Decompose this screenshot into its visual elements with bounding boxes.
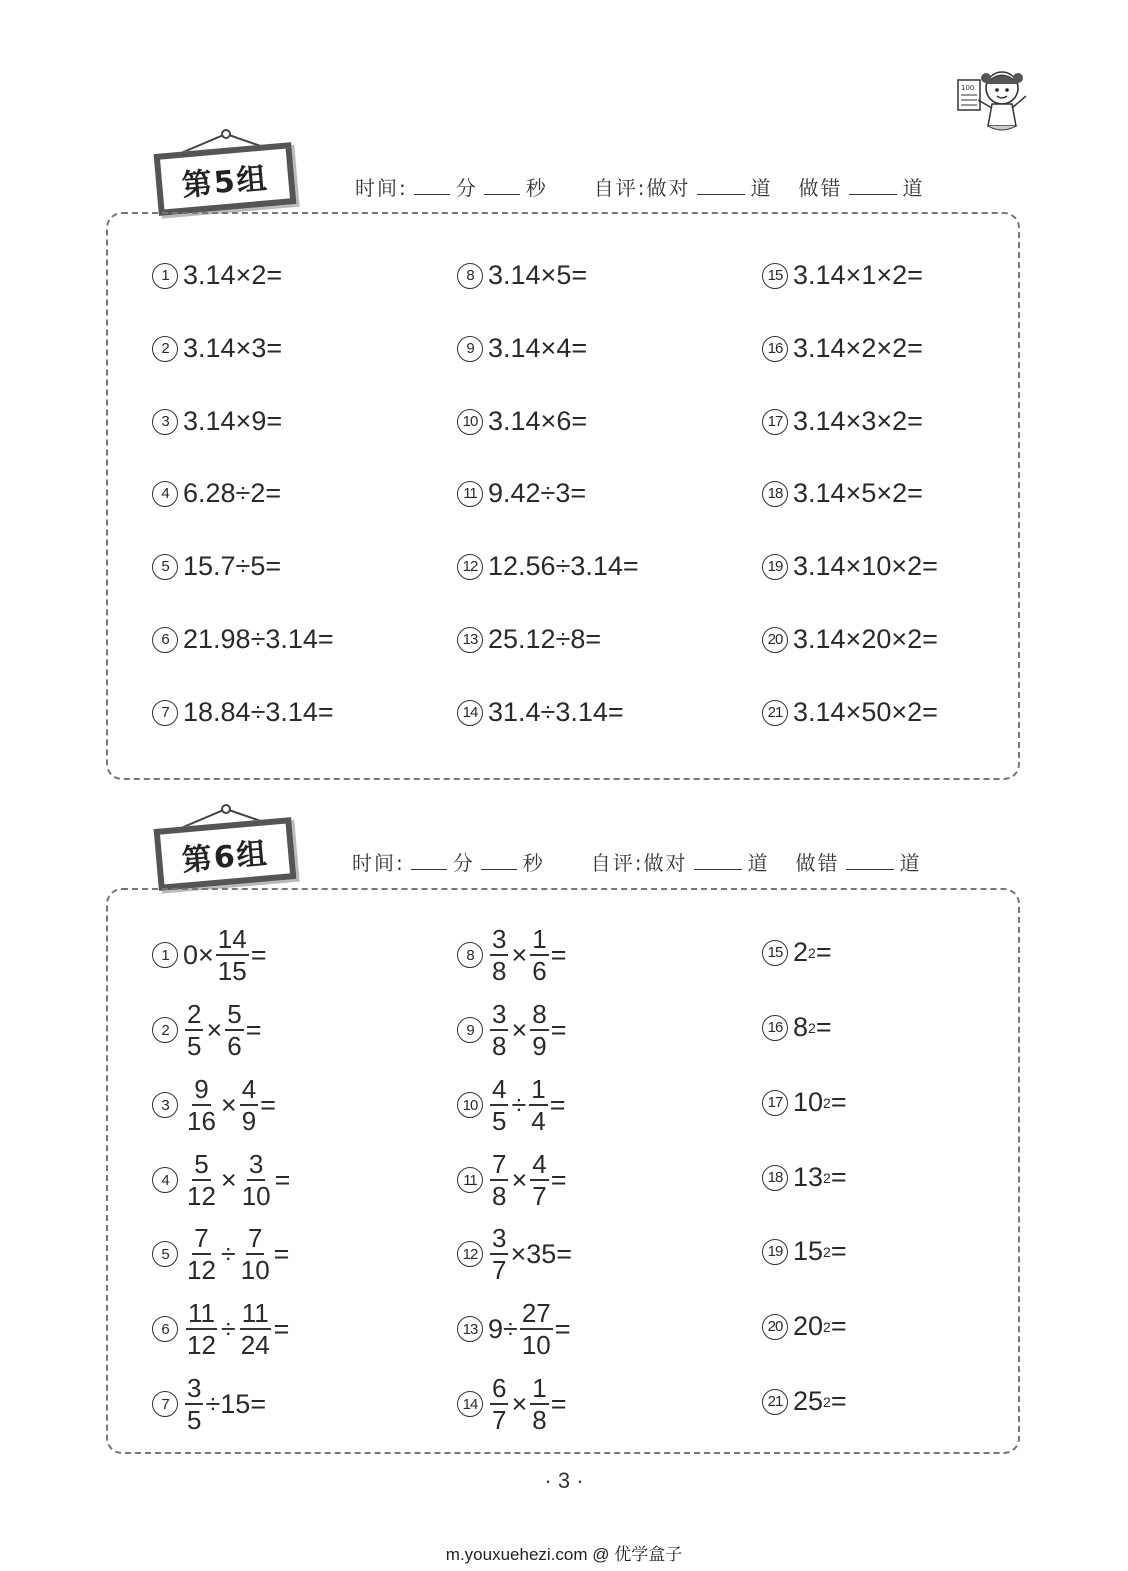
- fraction: $\frac{8}{9}$: [532, 999, 547, 1061]
- problem: 15 2 2 =: [762, 937, 832, 968]
- seconds-blank[interactable]: [481, 851, 517, 870]
- fraction: $\frac{6}{7}$: [492, 1373, 507, 1435]
- seconds-blank[interactable]: [484, 176, 520, 195]
- group5-meta: 时间: 分 秒 自评:做对 道 做错 道: [355, 176, 925, 200]
- problem: 15 3.14×1×2=: [762, 260, 923, 291]
- minutes-blank[interactable]: [411, 851, 447, 870]
- problem: 9 3.14×4=: [457, 333, 587, 364]
- problem: 11 9.42÷3=: [457, 478, 586, 509]
- problem: 3 3.14×9=: [152, 406, 282, 437]
- fraction: $\frac{1}{4}$: [531, 1074, 546, 1136]
- girl-mascot-icon: [952, 60, 1036, 136]
- problem: 16 3.14×2×2=: [762, 333, 923, 364]
- problem: 6 21.98÷3.14=: [152, 624, 334, 655]
- fraction: $\frac{4}{7}$: [532, 1149, 547, 1211]
- problem: 13 9÷ $\frac{27}{10}$ =: [457, 1298, 571, 1360]
- problem: 5 $\frac{7}{12}$ ÷ $\frac{7}{10}$ =: [152, 1223, 289, 1285]
- fraction: $\frac{3}{8}$: [492, 924, 507, 986]
- fraction: $\frac{1}{6}$: [532, 924, 547, 986]
- problem: 20 3.14×20×2=: [762, 624, 938, 655]
- svg-text:100: 100: [961, 84, 975, 92]
- problem: 12 12.56÷3.14=: [457, 551, 639, 582]
- fraction: $\frac{3}{8}$: [492, 999, 507, 1061]
- fraction: $\frac{11}{12}$: [187, 1298, 216, 1360]
- problem: 17 10 2 =: [762, 1087, 847, 1118]
- fraction: $\frac{3}{7}$: [492, 1223, 507, 1285]
- group6-title-sign: [144, 803, 306, 899]
- problem: 4 6.28÷2=: [152, 478, 281, 509]
- correct-count-blank[interactable]: [694, 851, 742, 870]
- fraction: $\frac{9}{16}$: [187, 1074, 216, 1136]
- problem: 19 3.14×10×2=: [762, 551, 938, 582]
- fraction: $\frac{14}{15}$: [217, 924, 247, 986]
- problem: 9 $\frac{3}{8}$ × $\frac{8}{9}$ =: [457, 999, 567, 1061]
- problem: 21 3.14×50×2=: [762, 697, 938, 728]
- problem: 1 0× $\frac{14}{15}$ =: [152, 924, 267, 986]
- group6-meta: 时间: 分 秒 自评:做对 道 做错 道: [352, 851, 922, 875]
- problem: 7 $\frac{3}{5}$ ÷15=: [152, 1373, 266, 1435]
- fraction: $\frac{11}{24}$: [240, 1298, 270, 1360]
- problem: 10 3.14×6=: [457, 406, 587, 437]
- group6-title: 第6组: [180, 836, 271, 879]
- fraction: $\frac{4}{9}$: [241, 1074, 257, 1136]
- fraction: $\frac{7}{10}$: [240, 1223, 270, 1285]
- fraction: $\frac{3}{10}$: [241, 1149, 271, 1211]
- problem: 6 $\frac{11}{12}$ ÷ $\frac{11}{24}$ =: [152, 1298, 289, 1360]
- problem: 20 20 2 =: [762, 1311, 847, 1342]
- fraction: $\frac{27}{10}$: [521, 1298, 551, 1360]
- problem: 1 3.14×2=: [152, 260, 282, 291]
- problem: 19 15 2 =: [762, 1236, 847, 1267]
- problem: 17 3.14×3×2=: [762, 406, 923, 437]
- problem: 2 $\frac{2}{5}$ × $\frac{5}{6}$ =: [152, 999, 262, 1061]
- problem: 11 $\frac{7}{8}$ × $\frac{4}{7}$ =: [457, 1149, 567, 1211]
- problem: 3 $\frac{9}{16}$ × $\frac{4}{9}$ =: [152, 1074, 276, 1136]
- fraction: $\frac{5}{12}$: [187, 1149, 216, 1211]
- fraction: $\frac{7}{8}$: [492, 1149, 507, 1211]
- wrong-count-blank[interactable]: [846, 851, 894, 870]
- problem: 18 13 2 =: [762, 1162, 847, 1193]
- group5-title: 第5组: [180, 161, 271, 204]
- problem: 7 18.84÷3.14=: [152, 697, 334, 728]
- minutes-blank[interactable]: [414, 176, 450, 195]
- problem: 21 25 2 =: [762, 1386, 847, 1417]
- problem: 10 $\frac{4}{5}$ ÷ $\frac{1}{4}$ =: [457, 1074, 566, 1136]
- problem: 14 31.4÷3.14=: [457, 697, 624, 728]
- problem: 4 $\frac{5}{12}$ × $\frac{3}{10}$ =: [152, 1149, 290, 1211]
- problem: 18 3.14×5×2=: [762, 478, 923, 509]
- problem: 8 $\frac{3}{8}$ × $\frac{1}{6}$ =: [457, 924, 567, 986]
- problem: 16 8 2 =: [762, 1012, 832, 1043]
- problem: 5 15.7÷5=: [152, 551, 281, 582]
- fraction: $\frac{1}{8}$: [532, 1373, 547, 1435]
- problem: 8 3.14×5=: [457, 260, 587, 291]
- footer-watermark: m.youxuehezi.com @ 优学盒子: [445, 1545, 683, 1564]
- page-number: · 3 ·: [544, 1468, 584, 1493]
- fraction: $\frac{4}{5}$: [492, 1074, 507, 1136]
- problem: 12 $\frac{3}{7}$ ×35=: [457, 1223, 572, 1285]
- problem: 14 $\frac{6}{7}$ × $\frac{1}{8}$ =: [457, 1373, 567, 1435]
- problem: 13 25.12÷8=: [457, 624, 601, 655]
- fraction: $\frac{3}{5}$: [187, 1373, 202, 1435]
- fraction: $\frac{7}{12}$: [187, 1223, 216, 1285]
- correct-count-blank[interactable]: [697, 176, 745, 195]
- wrong-count-blank[interactable]: [849, 176, 897, 195]
- group5-title-sign: [144, 128, 306, 224]
- fraction: $\frac{5}{6}$: [227, 999, 242, 1061]
- fraction: $\frac{2}{5}$: [187, 999, 202, 1061]
- problem: 2 3.14×3=: [152, 333, 282, 364]
